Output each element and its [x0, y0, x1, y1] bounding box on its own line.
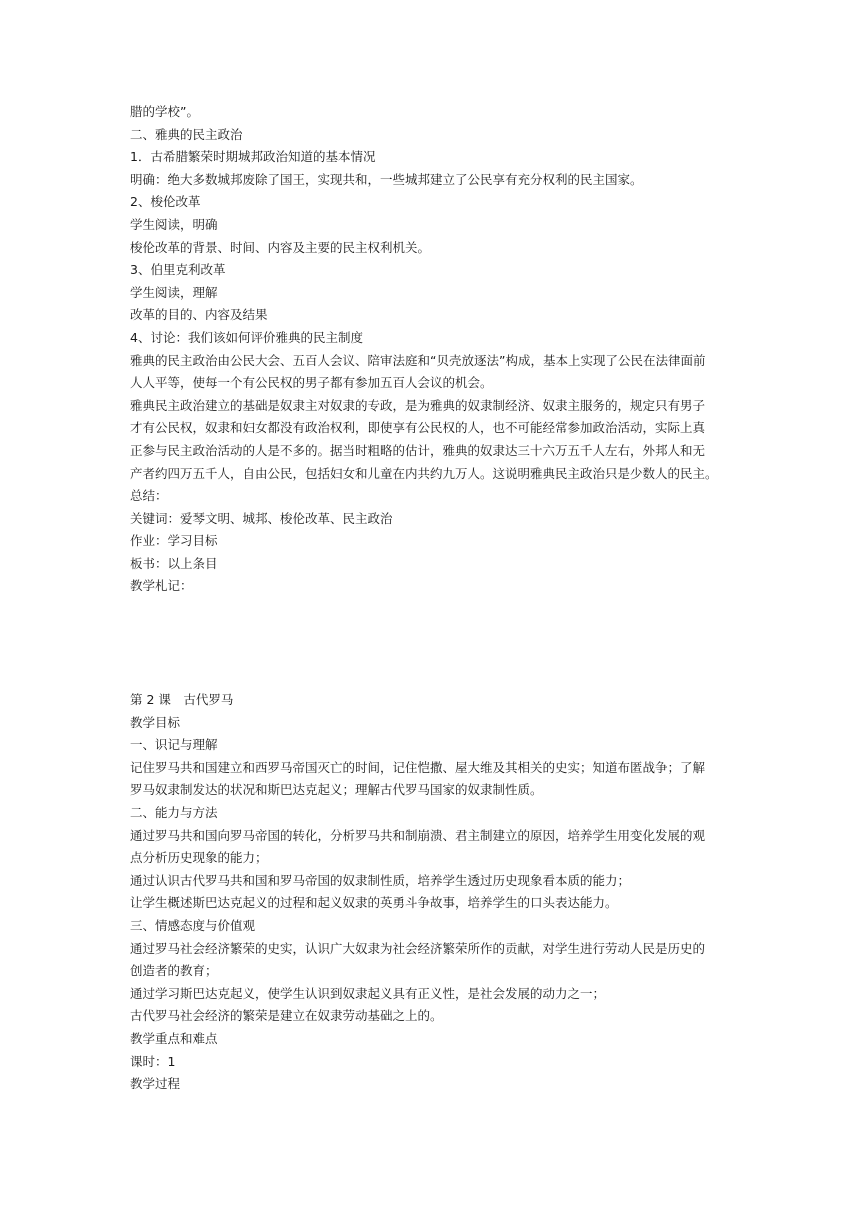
text-line: 罗马奴隶制发达的状况和斯巴达克起义；理解古代罗马国家的奴隶制性质。 [130, 782, 543, 798]
text-line: 课时：1 [130, 1053, 176, 1069]
text-line: 作业：学习目标 [130, 533, 218, 549]
text-line: 教学过程 [130, 1076, 181, 1092]
text-line: 二、雅典的民主政治 [130, 126, 243, 142]
text-line: 雅典的民主政治由公民大会、五百人会议、陪审法庭和“贝壳放逐法”构成，基本上实现了公民在法律面前 [130, 352, 706, 368]
athens-democracy-section [130, 101, 740, 598]
text-line: 1．古希腊繁荣时期城邦政治知道的基本情况 [130, 149, 376, 165]
text-line: 学生阅读，明确 [130, 216, 218, 232]
text-line: 学生阅读，理解 [130, 284, 218, 300]
text-line: 关键词：爱琴文明、城邦、梭伦改革、民主政治 [130, 510, 393, 526]
text-line: 古代罗马社会经济的繁荣是建立在奴隶劳动基础之上的。 [130, 1008, 443, 1024]
text-line: 腊的学校”。 [130, 104, 199, 119]
text-line: 梭伦改革的背景、时间、内容及主要的民主权利机关。 [130, 239, 431, 255]
text-line: 才有公民权，奴隶和妇女都没有政治权利，即使享有公民权的人，也不可能经常参加政治活动，实际上真 [130, 420, 706, 436]
text-line: 让学生概述斯巴达克起义的过程和起义奴隶的英勇斗争故事，培养学生的口头表达能力。 [130, 895, 618, 911]
text-line: 通过罗马共和国向罗马帝国的转化，分析罗马共和制崩溃、君主制建立的原因，培养学生用变化发展的观 [130, 827, 706, 843]
text-line: 改革的目的、内容及结果 [130, 307, 268, 323]
text-line: 明确：绝大多数城邦废除了国王，实现共和，一些城邦建立了公民享有充分权利的民主国家。 [130, 171, 643, 187]
text-line: 总结： [130, 488, 168, 504]
text-line: 第 2 课 古代罗马 [130, 692, 234, 707]
text-line: 教学札记： [130, 578, 193, 594]
text-line: 教学重点和难点 [130, 1030, 218, 1046]
text-line: 创造者的教育； [130, 963, 218, 979]
text-line: 2、梭伦改革 [130, 194, 201, 210]
text-line: 通过认识古代罗马共和国和罗马帝国的奴隶制性质，培养学生透过历史现象看本质的能力； [130, 872, 631, 888]
text-line: 人人平等，使每一个有公民权的男子都有参加五百人会议的机会。 [130, 375, 493, 391]
text-line: 正参与民主政治活动的人是不多的。据当时粗略的估计，雅典的奴隶达三十六万五千人左右，外邦人和无 [130, 442, 706, 458]
text-line: 产者约四万五千人，自由公民，包括妇女和儿童在内共约九万人。这说明雅典民主政治只是少数人的民主。 [130, 465, 718, 481]
text-line: 点分析历史现象的能力； [130, 850, 268, 866]
text-line: 通过罗马社会经济繁荣的史实，认识广大奴隶为社会经济繁荣所作的贡献，对学生进行劳动人民是历史的 [130, 940, 706, 956]
text-line: 通过学习斯巴达克起义，使学生认识到奴隶起义具有正义性，是社会发展的动力之一； [130, 985, 606, 1001]
text-line: 3、伯里克利改革 [130, 262, 226, 278]
text-line: 一、识记与理解 [130, 737, 218, 753]
text-line: 板书：以上条目 [130, 555, 218, 571]
text-line: 记住罗马共和国建立和西罗马帝国灭亡的时间，记住恺撒、屋大维及其相关的史实；知道布匿战争；了解 [130, 759, 706, 775]
text-line: 二、能力与方法 [130, 804, 218, 820]
ancient-rome-section [130, 689, 740, 1096]
text-line: 4、讨论：我们该如何评价雅典的民主制度 [130, 329, 363, 345]
text-line: 雅典民主政治建立的基础是奴隶主对奴隶的专政，是为雅典的奴隶制经济、奴隶主服务的，规定只有男子 [130, 397, 706, 413]
text-line: 教学目标 [130, 714, 181, 730]
text-line: 三、情感态度与价值观 [130, 917, 256, 933]
